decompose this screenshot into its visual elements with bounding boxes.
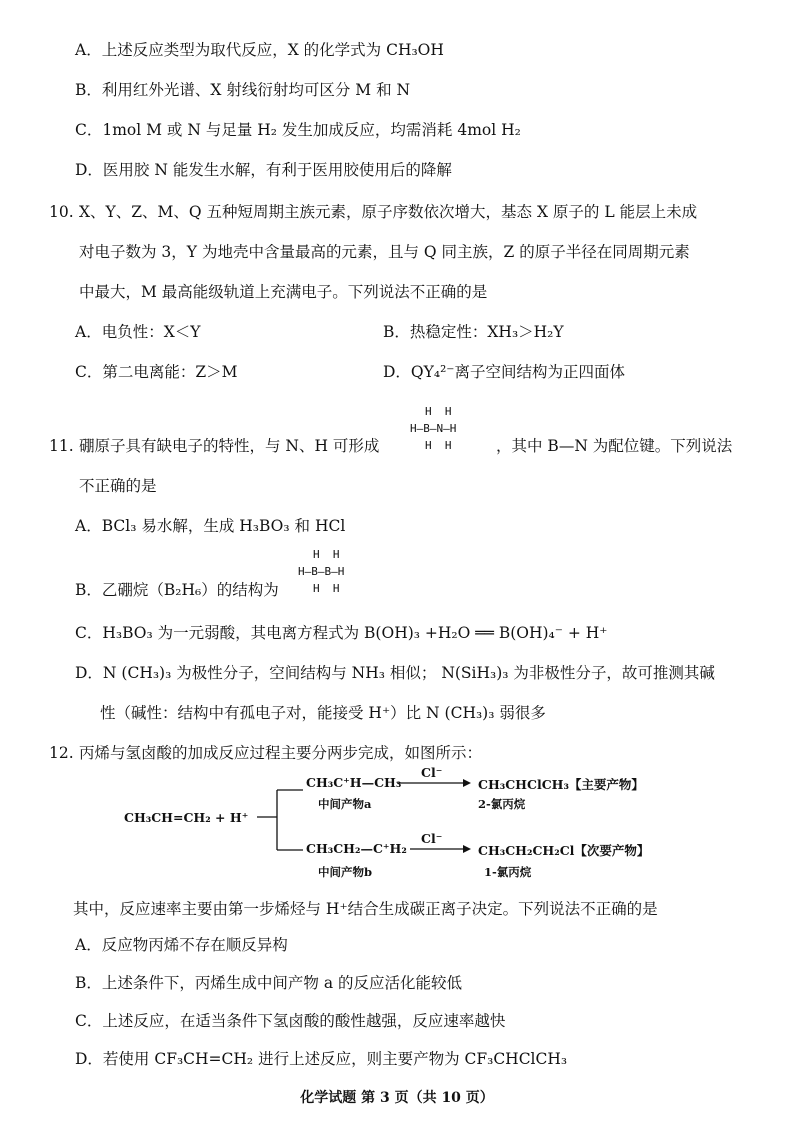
q11-stem-line2: 不正确的是 xyxy=(79,477,157,495)
intermediate-a-label: 中间产物a xyxy=(318,797,372,811)
product-b: CH₃CH₂CH₂Cl【次要产物】 xyxy=(478,843,650,858)
q11-diborane-mid: H—B—B—H xyxy=(298,565,345,578)
q9-option-b: B．利用红外光谱、X 射线衍射均可区分 M 和 N xyxy=(75,81,411,99)
product-a: CH₃CHClCH₃【主要产物】 xyxy=(478,777,644,792)
q11-stem-part2: ，其中 B—N 为配位键。下列说法 xyxy=(496,437,733,455)
product-b-label: 1-氯丙烷 xyxy=(484,865,532,879)
q11-bn-structure-top: H H xyxy=(425,405,452,418)
q11-option-a: A．BCl₃ 易水解，生成 H₃BO₃ 和 HCl xyxy=(75,517,346,535)
intermediate-b: CH₃CH₂—C⁺H₂ xyxy=(306,841,407,856)
q12-option-c: C．上述反应，在适当条件下氢卤酸的酸性越强，反应速率越快 xyxy=(75,1012,506,1030)
q11-diborane-top: H H xyxy=(313,548,340,561)
q12-option-d: D．若使用 CF₃CH=CH₂ 进行上述反应，则主要产物为 CF₃CHClCH₃ xyxy=(75,1050,568,1068)
q11-diborane-bot: H H xyxy=(313,582,340,595)
arrow-b-head xyxy=(463,845,471,853)
q11-number: 11. xyxy=(49,437,74,455)
q9-option-d: D．医用胶 N 能发生水解，有利于医用胶使用后的降解 xyxy=(75,161,452,179)
q11-stem-part1: 硼原子具有缺电子的特性，与 N、H 可形成 xyxy=(79,437,380,455)
intermediate-a: CH₃C⁺H—CH₃ xyxy=(306,775,402,790)
q11-bn-structure-mid: H—B—N—H xyxy=(410,422,457,435)
q11-option-c: C．H₃BO₃ 为一元弱酸，其电离方程式为 B(OH)₃ +H₂O ══ B(OH)₄⁻ + H⁺ xyxy=(75,624,608,642)
q12-stem-line1: 丙烯与氢卤酸的加成反应过程主要分两步完成，如图所示： xyxy=(79,744,483,762)
q11-option-d-line1: D．N (CH₃)₃ 为极性分子，空间结构与 NH₃ 相似； N(SiH₃)₃ 为非极性分子，故可推测其碱 xyxy=(75,664,715,682)
q11-option-d-line2: 性（碱性：结构中有孤电子对，能接受 H⁺）比 N (CH₃)₃ 弱很多 xyxy=(100,704,546,722)
q11-bn-structure-bot: H H xyxy=(425,439,452,452)
q10-option-d: D．QY₄²⁻离子空间结构为正四面体 xyxy=(383,363,625,381)
q10-option-b: B．热稳定性：XH₃＞H₂Y xyxy=(383,323,564,341)
q12-number: 12. xyxy=(49,744,74,762)
q10-stem-line3: 中最大，M 最高能级轨道上充满电子。下列说法不正确的是 xyxy=(79,283,488,301)
q12-stem-line2: 其中，反应速率主要由第一步烯烃与 H⁺结合生成碳正离子决定。下列说法不正确的是 xyxy=(73,900,658,918)
q11-option-b: B．乙硼烷（B₂H₆）的结构为 xyxy=(75,581,279,599)
reagent-b: Cl⁻ xyxy=(421,831,443,846)
q10-number: 10. xyxy=(49,203,74,221)
q12-option-a: A．反应物丙烯不存在顺反异构 xyxy=(75,936,288,954)
q12-option-b: B．上述条件下，丙烯生成中间产物 a 的反应活化能较低 xyxy=(75,974,462,992)
intermediate-b-label: 中间产物b xyxy=(318,865,373,879)
q10-option-a: A．电负性：X＜Y xyxy=(75,323,201,341)
product-a-label: 2-氯丙烷 xyxy=(478,797,526,811)
page-footer: 化学试题 第 3 页（共 10 页） xyxy=(300,1090,494,1106)
reagent-a: Cl⁻ xyxy=(421,765,443,780)
q9-option-a: A．上述反应类型为取代反应，X 的化学式为 CH₃OH xyxy=(75,41,444,59)
arrow-a-head xyxy=(463,779,471,787)
q9-option-c: C．1mol M 或 N 与足量 H₂ 发生加成反应，均需消耗 4mol H₂ xyxy=(75,121,521,139)
reactant: CH₃CH=CH₂ + H⁺ xyxy=(124,810,249,825)
q10-stem-line2: 对电子数为 3，Y 为地壳中含量最高的元素，且与 Q 同主族，Z 的原子半径在同周期元素 xyxy=(79,243,690,261)
q10-option-c: C．第二电离能：Z＞M xyxy=(75,363,238,381)
q10-stem-line1: X、Y、Z、M、Q 五种短周期主族元素，原子序数依次增大，基态 X 原子的 L 能层上未成 xyxy=(79,203,698,221)
